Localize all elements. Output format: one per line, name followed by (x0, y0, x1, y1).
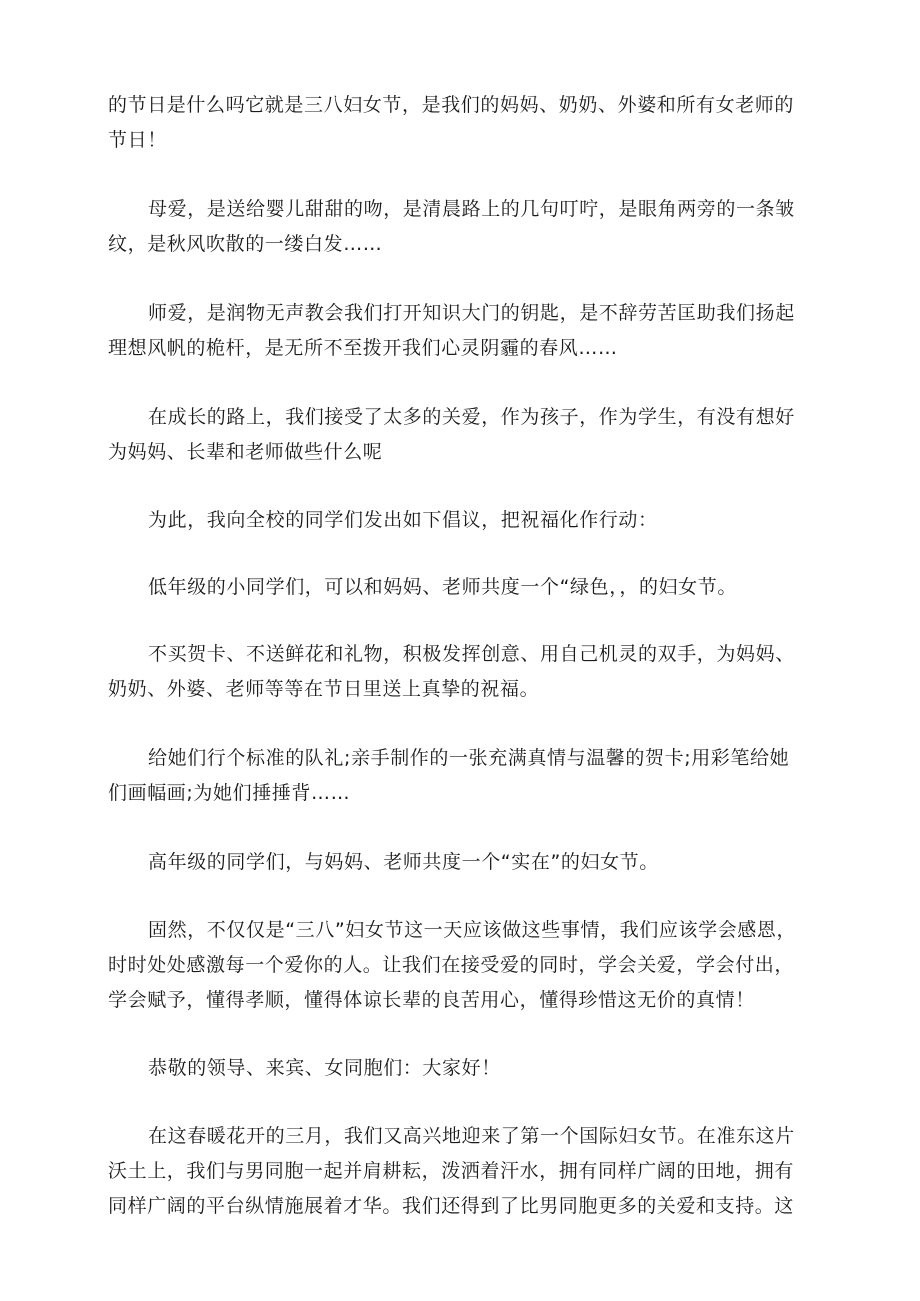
paragraph-4 (108, 400, 828, 470)
paragraph-line: 在成长的路上，我们接受了太多的关爱，作为孩子，作为学生，有没有想好 (148, 406, 795, 428)
paragraph-7 (108, 637, 828, 707)
paragraph-line: 低年级的小同学们，可以和妈妈、老师共度一个“绿色，，的妇女节。 (148, 576, 737, 598)
paragraph-line: 为妈妈、长辈和老师做些什么呢 (108, 441, 383, 463)
paragraph-line: 固然，不仅仅是“三八”妇女节这一天应该做这些事情，我们应该学会感恩， (148, 919, 797, 941)
paragraph-1 (108, 88, 828, 158)
paragraph-8 (108, 741, 828, 811)
paragraph-line: 理想风帆的桅杆，是无所不至拨开我们心灵阴霾的春风…… (108, 337, 618, 359)
paragraph-11 (108, 1051, 828, 1086)
paragraph-line: 在这春暖花开的三月，我们又高兴地迎来了第一个国际妇女节。在准东这片 (148, 1125, 795, 1147)
paragraph-3 (108, 296, 828, 366)
paragraph-line: 纹，是秋风吹散的一缕白发…… (108, 233, 383, 255)
paragraph-line: 给她们行个标准的队礼;亲手制作的一张充满真情与温馨的贺卡;用彩笔给她 (148, 747, 790, 769)
paragraph-line: 母爱，是送给婴儿甜甜的吻，是清晨路上的几句叮咛，是眼角两旁的一条皱 (148, 198, 795, 220)
paragraph-10 (108, 913, 828, 1018)
paragraph-9 (108, 845, 828, 880)
paragraph-line: 同样广阔的平台纵情施展着才华。我们还得到了比男同胞更多的关爱和支持。这 (108, 1195, 795, 1217)
paragraph-line: 不买贺卡、不送鲜花和礼物，积极发挥创意、用自己机灵的双手，为妈妈、 (148, 643, 795, 665)
paragraph-line: 们画幅画;为她们捶捶背…… (108, 782, 351, 804)
paragraph-line: 为此，我向全校的同学们发出如下倡议，把祝福化作行动： (148, 509, 658, 531)
paragraph-line: 奶奶、外婆、老师等等在节日里送上真挚的祝福。 (108, 678, 540, 700)
paragraph-2 (108, 192, 828, 262)
paragraph-line: 学会赋予，懂得孝顺，懂得体谅长辈的良苦用心，懂得珍惜这无价的真情！ (108, 989, 755, 1011)
paragraph-line: 节日！ (108, 129, 167, 151)
paragraph-line: 恭敬的领导、来宾、女同胞们：大家好！ (148, 1057, 501, 1079)
paragraph-12 (108, 1119, 828, 1224)
paragraph-5 (108, 503, 828, 538)
paragraph-line: 高年级的同学们，与妈妈、老师共度一个“实在”的妇女节。 (148, 851, 659, 873)
paragraph-6 (108, 570, 828, 605)
paragraph-line: 沃土上，我们与男同胞一起并肩耕耘，泼洒着汗水，拥有同样广阔的田地，拥有 (108, 1160, 795, 1182)
paragraph-line: 的节日是什么吗它就是三八妇女节，是我们的妈妈、奶奶、外婆和所有女老师的 (108, 94, 795, 116)
paragraph-line: 师爱，是润物无声教会我们打开知识大门的钥匙，是不辞劳苦匡助我们扬起 (148, 302, 795, 324)
paragraph-line: 时时处处感激每一个爱你的人。让我们在接受爱的同时，学会关爱，学会付出， (108, 954, 795, 976)
